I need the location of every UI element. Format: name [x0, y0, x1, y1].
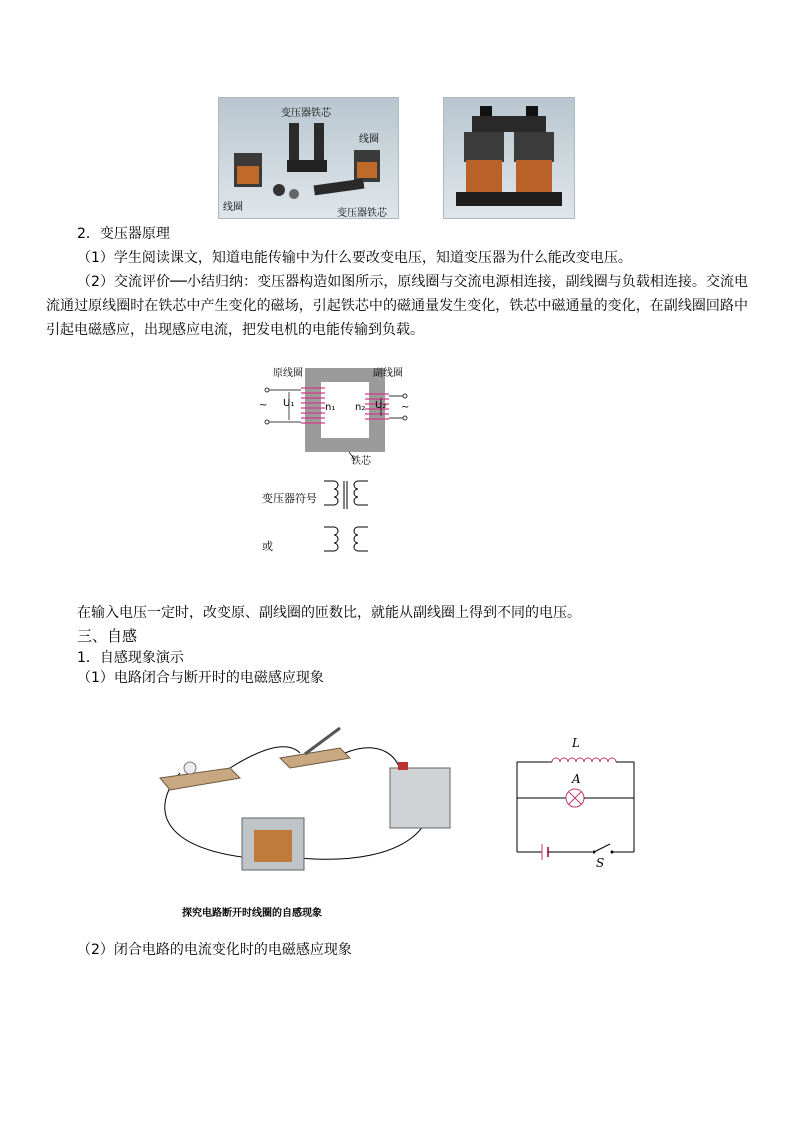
label-lamp-A: A	[572, 772, 581, 786]
item-circuit-open-close: （1）电路闭合与断开时的电磁感应现象	[77, 670, 324, 686]
label-secondary-coil: 副线圈	[373, 368, 403, 379]
label-tilde-right: ~	[401, 402, 410, 413]
label-iron-core: 铁芯	[351, 456, 371, 467]
photo-label-core-top: 变压器铁芯	[281, 108, 331, 119]
transformer-diagram	[255, 360, 415, 470]
caption-apparatus: 探究电路断开时线圈的自感现象	[182, 908, 322, 919]
label-u1: U₁	[283, 398, 295, 409]
paragraph-turns-ratio: 在输入电压一定时，改变原、副线圈的匝数比，就能从副线圈上得到不同的电压。	[77, 605, 581, 621]
section-heading-self-induction: 三、自感	[77, 627, 138, 645]
transformer-symbol-1	[322, 478, 370, 514]
subsection-heading-demo: 1．自感现象演示	[77, 650, 184, 666]
item-current-change: （2）闭合电路的电流变化时的电磁感应现象	[77, 942, 352, 958]
transformer-parts-photo	[218, 97, 399, 219]
label-switch-S: S	[596, 856, 605, 870]
label-n2: n₂	[355, 402, 366, 413]
label-primary-coil: 原线圈	[273, 368, 303, 379]
paragraph-summary: （2）交流评价──小结归纳：变压器构造如图所示，原线圈与交流电源相连接，副线圈与负载相连接。交流电流通过原线圈时在铁芯中产生变化的磁场，引起铁芯中的磁通量发生变化，铁芯中磁通量的变化，在副线圈回路中引起电磁感应，出现感应电流，把发电机的电能传输到负载。	[46, 274, 748, 338]
section-heading-transformer-principle: 2．变压器原理	[77, 226, 170, 242]
photo-label-core-bottom: 变压器铁芯	[337, 208, 387, 219]
circuit-diagram	[512, 734, 642, 864]
assembled-transformer-photo	[443, 97, 575, 219]
photo-label-coil-left: 线圈	[223, 202, 243, 213]
label-transformer-symbol: 变压器符号	[262, 492, 317, 505]
label-n1: n₁	[325, 402, 336, 413]
paragraph-reading: （1）学生阅读课文，知道电能传输中为什么要改变电压，知道变压器为什么能改变电压。	[77, 250, 632, 266]
transformer-symbol-2	[322, 524, 370, 560]
label-or: 或	[262, 540, 273, 553]
self-induction-apparatus	[150, 718, 470, 878]
label-inductor-L: L	[572, 736, 580, 750]
label-u2: U₂	[375, 400, 387, 411]
photo-label-coil-right: 线圈	[359, 134, 379, 145]
label-tilde-left: ~	[259, 400, 268, 411]
